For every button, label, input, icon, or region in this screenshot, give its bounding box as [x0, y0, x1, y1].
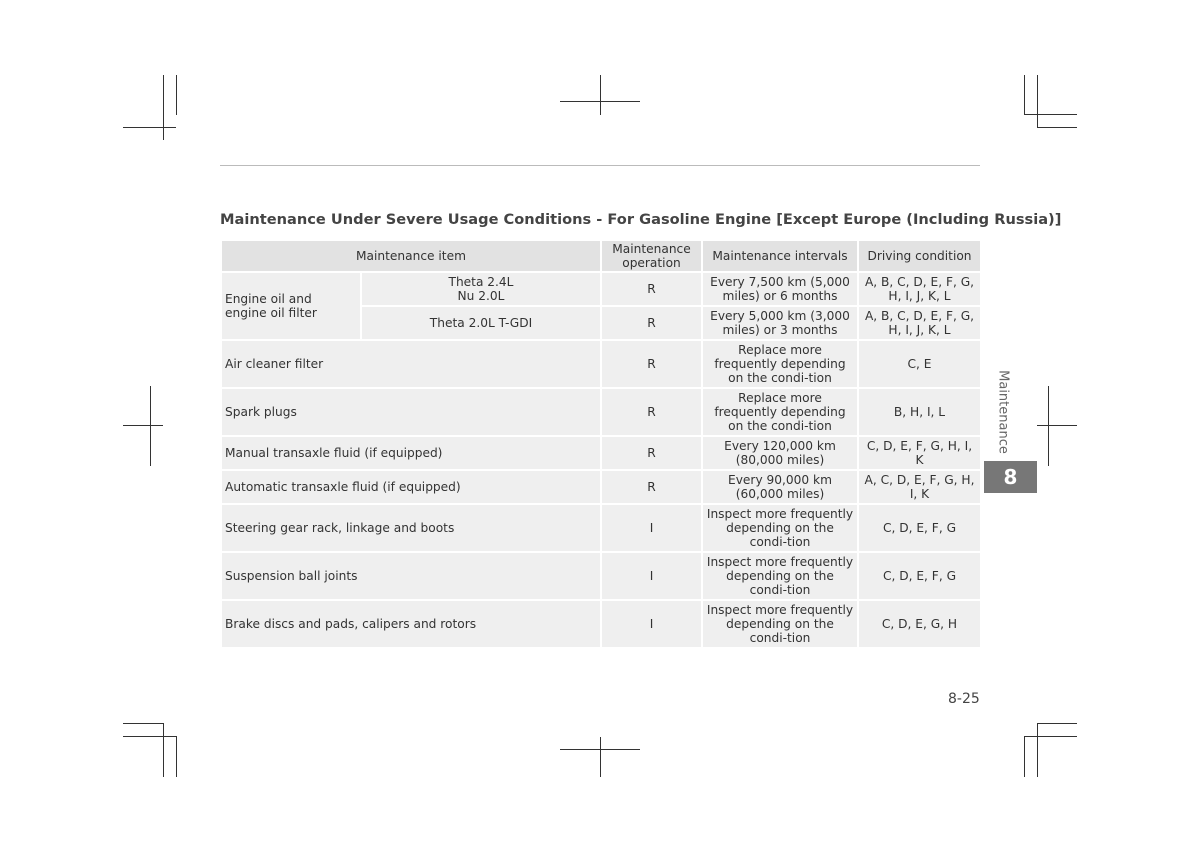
- interval-cell: Every 7,500 km (5,000 miles) or 6 months: [702, 272, 858, 306]
- registration-mark-left: [123, 425, 163, 426]
- interval-cell: Inspect more frequently depending on the condi-tion: [702, 552, 858, 600]
- interval-cell: Inspect more frequently depending on the condi-tion: [702, 600, 858, 648]
- item-cell: Automatic transaxle fluid (if equipped): [221, 470, 601, 504]
- table-row: [221, 600, 981, 648]
- operation-cell: R: [601, 388, 702, 436]
- condition-cell: B, H, I, L: [858, 388, 981, 436]
- condition-cell: C, D, E, G, H: [858, 600, 981, 648]
- header-maintenance-operation: Maintenance operation: [601, 240, 702, 272]
- operation-cell: I: [601, 504, 702, 552]
- condition-cell: C, D, E, F, G: [858, 504, 981, 552]
- operation-cell: R: [601, 306, 702, 340]
- registration-mark-right: [1037, 425, 1077, 426]
- crop-mark-bottom-right: [1024, 736, 1077, 737]
- operation-cell: R: [601, 340, 702, 388]
- crop-mark-bottom-left: [163, 723, 164, 777]
- registration-mark-bottom: [600, 737, 601, 777]
- engine-oil-item-cell: Engine oil and engine oil filter: [221, 272, 361, 340]
- crop-mark-top-right: [1024, 114, 1077, 115]
- engine-variant-cell: Theta 2.0L T-GDI: [361, 306, 601, 340]
- header-maintenance-item: Maintenance item: [221, 240, 601, 272]
- chapter-tab-number: 8: [984, 461, 1037, 493]
- table-row: [221, 272, 981, 306]
- crop-mark-bottom-right: [1037, 723, 1077, 724]
- item-cell: Suspension ball joints: [221, 552, 601, 600]
- registration-mark-right: [1048, 386, 1049, 466]
- header-rule: [220, 165, 980, 166]
- interval-cell: Every 120,000 km (80,000 miles): [702, 436, 858, 470]
- item-cell: Spark plugs: [221, 388, 601, 436]
- crop-mark-bottom-left: [123, 723, 163, 724]
- maintenance-table: [220, 239, 982, 649]
- crop-mark-bottom-right: [1024, 736, 1025, 777]
- table-row: [221, 436, 981, 470]
- crop-mark-bottom-right: [1037, 723, 1038, 777]
- engine-variant-cell: Theta 2.4L Nu 2.0L: [361, 272, 601, 306]
- crop-mark-top-left: [123, 127, 176, 128]
- condition-cell: A, B, C, D, E, F, G, H, I, J, K, L: [858, 306, 981, 340]
- interval-cell: Every 90,000 km (60,000 miles): [702, 470, 858, 504]
- condition-cell: C, D, E, F, G, H, I, K: [858, 436, 981, 470]
- crop-mark-bottom-left: [176, 736, 177, 777]
- operation-cell: R: [601, 470, 702, 504]
- registration-mark-left: [150, 386, 151, 466]
- condition-cell: C, E: [858, 340, 981, 388]
- item-cell: Steering gear rack, linkage and boots: [221, 504, 601, 552]
- item-cell: Manual transaxle fluid (if equipped): [221, 436, 601, 470]
- crop-mark-top-left: [176, 75, 177, 115]
- table-row: [221, 388, 981, 436]
- operation-cell: I: [601, 600, 702, 648]
- condition-cell: A, B, C, D, E, F, G, H, I, J, K, L: [858, 272, 981, 306]
- table-header-row: [221, 240, 981, 272]
- chapter-tab-label: Maintenance: [995, 370, 1011, 454]
- table-row: [221, 470, 981, 504]
- registration-mark-top: [600, 75, 601, 115]
- operation-cell: R: [601, 272, 702, 306]
- operation-cell: R: [601, 436, 702, 470]
- header-driving-condition: Driving condition: [858, 240, 981, 272]
- table-row: [221, 552, 981, 600]
- crop-mark-bottom-left: [123, 736, 176, 737]
- interval-cell: Replace more frequently depending on the condi-tion: [702, 388, 858, 436]
- table-row: [221, 340, 981, 388]
- condition-cell: A, C, D, E, F, G, H, I, K: [858, 470, 981, 504]
- item-cell: Brake discs and pads, calipers and rotors: [221, 600, 601, 648]
- header-maintenance-intervals: Maintenance intervals: [702, 240, 858, 272]
- item-cell: Air cleaner filter: [221, 340, 601, 388]
- crop-mark-top-right: [1024, 75, 1025, 115]
- condition-cell: C, D, E, F, G: [858, 552, 981, 600]
- operation-cell: I: [601, 552, 702, 600]
- page-number: 8-25: [948, 691, 980, 707]
- crop-mark-top-right: [1037, 127, 1077, 128]
- interval-cell: Every 5,000 km (3,000 miles) or 3 months: [702, 306, 858, 340]
- interval-cell: Replace more frequently depending on the condi-tion: [702, 340, 858, 388]
- interval-cell: Inspect more frequently depending on the condi-tion: [702, 504, 858, 552]
- section-title: Maintenance Under Severe Usage Conditions - For Gasoline Engine [Except Europe (Including Russia)]: [220, 211, 1062, 228]
- table-row: [221, 504, 981, 552]
- crop-mark-top-left: [163, 75, 164, 140]
- crop-mark-top-right: [1037, 75, 1038, 128]
